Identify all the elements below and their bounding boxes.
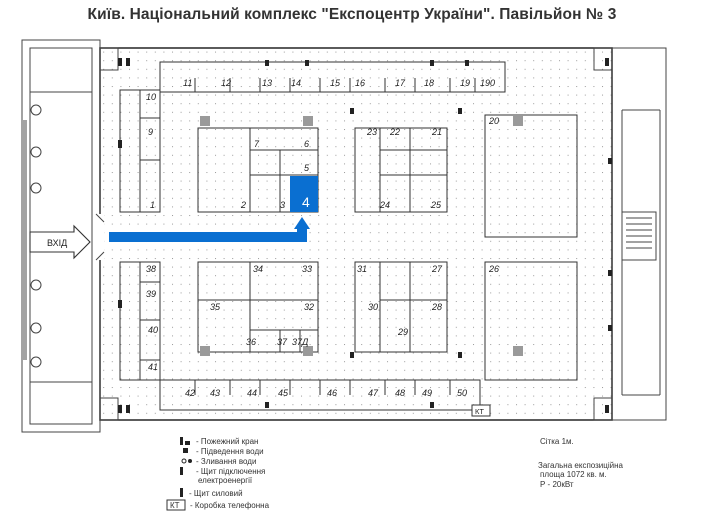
entrance-label: ВХІД <box>47 238 68 248</box>
stand-label: 18 <box>424 78 435 88</box>
stand-label: 35 <box>210 302 221 312</box>
stand-label: 17 <box>395 78 406 88</box>
stand-label: 47 <box>368 388 379 398</box>
stand-label: 43 <box>210 388 221 398</box>
stand-label: 190 <box>480 78 496 88</box>
stand-label: 48 <box>395 388 406 398</box>
stand-label: 19 <box>460 78 471 88</box>
stand-label: 34 <box>253 264 264 274</box>
stand-label: 36 <box>246 337 257 347</box>
stand-label: 6 <box>304 139 310 149</box>
plan-notes <box>538 437 624 489</box>
stand-label: 45 <box>278 388 289 398</box>
legend <box>167 437 270 510</box>
stand-label: 10 <box>146 92 157 102</box>
stand-label: 49 <box>422 388 433 398</box>
stand-label: 13 <box>262 78 273 88</box>
stand-label: 14 <box>291 78 302 88</box>
legend-symbol-water-in <box>183 448 188 453</box>
grid-note: Сітка 1м. <box>540 437 574 446</box>
stand-label: 27 <box>432 264 443 274</box>
stand-label: 21 <box>432 127 443 137</box>
legend-item: - Підведення води <box>196 447 264 456</box>
legend-item: - Коробка телефонна <box>190 501 270 510</box>
legend-symbol-fire-hydrant <box>180 437 183 445</box>
area-note-line-2: площа 1072 кв. м. <box>540 470 607 479</box>
stand-label: 12 <box>221 78 232 88</box>
legend-item: - Пожежний кран <box>196 437 259 446</box>
stand-label: 30 <box>368 302 379 312</box>
stand-label: 37 <box>277 337 288 347</box>
stand-label: 16 <box>355 78 366 88</box>
stand-label: 7 <box>254 139 260 149</box>
stand-label: 15 <box>330 78 341 88</box>
stand-label: 44 <box>247 388 258 398</box>
stand-label: 33 <box>302 264 313 274</box>
power-note: Р - 20кВт <box>540 480 574 489</box>
legend-symbol-power-cabinet <box>180 488 183 497</box>
stand-label: 3 <box>280 200 286 210</box>
stand-label: 26 <box>489 264 500 274</box>
stand-label: 24 <box>380 200 391 210</box>
stand-label: 39 <box>146 289 157 299</box>
stand-label: 31 <box>357 264 368 274</box>
stand-label: 23 <box>367 127 378 137</box>
stand-label: 29 <box>398 327 409 337</box>
legend-item: - Щит силовий <box>189 489 243 498</box>
stand-label: 22 <box>390 127 401 137</box>
stand-label: 42 <box>185 388 196 398</box>
stand-label: 2 <box>241 200 247 210</box>
legend-symbol-power-panel <box>180 467 183 475</box>
stand-label: 11 <box>183 78 193 88</box>
area-note-line-1: Загальна експозиційна <box>538 461 623 470</box>
stand-label: 1 <box>150 200 156 210</box>
stand-label: 46 <box>327 388 338 398</box>
stand-label: 25 <box>431 200 442 210</box>
stand-label: 5 <box>304 163 310 173</box>
stand-label: 28 <box>432 302 443 312</box>
stand-label: 38 <box>146 264 157 274</box>
right-service-block <box>612 48 666 420</box>
stand-label: 40 <box>148 325 159 335</box>
legend-item: - Щит підключення <box>196 467 266 476</box>
stand-label: 37Д <box>292 337 309 347</box>
legend-symbol-water-out <box>182 459 186 463</box>
legend-item: - Зливання води <box>196 457 257 466</box>
stand-label: 9 <box>148 127 154 137</box>
page-title: Київ. Національний комплекс "Експоцентр України". Павільйон № 3 <box>87 6 617 23</box>
legend-item: електроенергії <box>198 476 253 485</box>
stand-label: 41 <box>148 362 159 372</box>
highlighted-stand-label: 4 <box>302 194 310 210</box>
kt-box-label: КТ <box>475 407 484 416</box>
stand-label: 20 <box>489 116 500 126</box>
stand-label: 50 <box>457 388 468 398</box>
stand-label: 32 <box>304 302 315 312</box>
legend-symbol-phone-box-label: КТ <box>170 501 180 510</box>
